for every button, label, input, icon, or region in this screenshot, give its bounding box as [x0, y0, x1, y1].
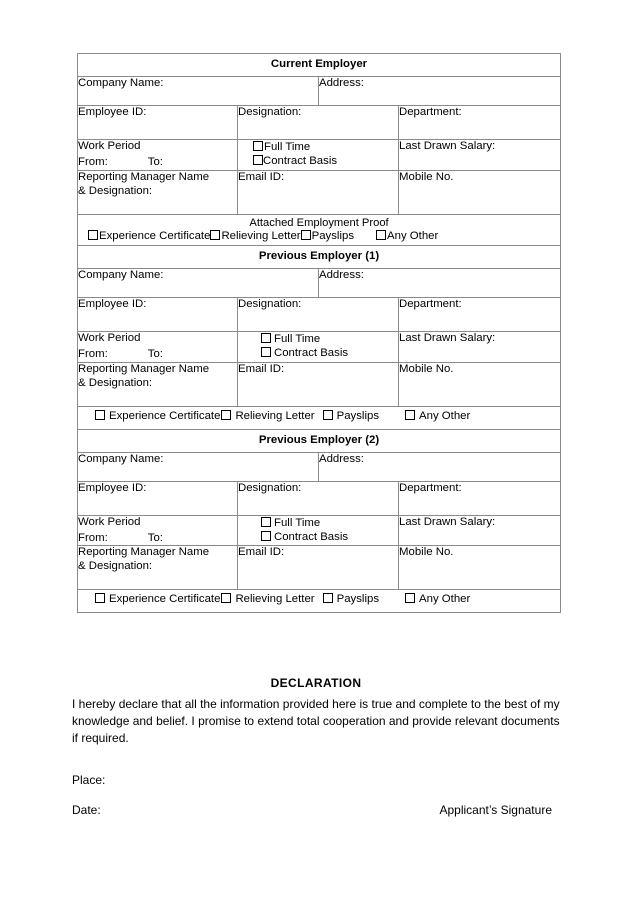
- checkbox-icon[interactable]: [221, 593, 231, 603]
- contract-basis-option[interactable]: [261, 346, 398, 360]
- relieving-letter-option[interactable]: [221, 593, 314, 607]
- employment-type-cell: [238, 331, 399, 362]
- reporting-manager-cell[interactable]: [78, 362, 238, 406]
- declaration-section: [72, 676, 560, 817]
- full-time-option[interactable]: [253, 140, 398, 154]
- department-cell[interactable]: [399, 297, 561, 331]
- section-title-current: Current Employer: [78, 54, 561, 77]
- reporting-manager-label-line2: & Designation:: [78, 184, 153, 197]
- employment-type-cell: [238, 140, 399, 171]
- relieving-letter-label: Relieving Letter: [235, 409, 315, 422]
- date-signature-row: [72, 803, 560, 817]
- address-cell[interactable]: [319, 77, 561, 106]
- experience-certificate-label: Experience Certificate: [99, 230, 211, 243]
- work-period-label: Work Period: [78, 331, 141, 344]
- experience-certificate-option[interactable]: [95, 410, 220, 424]
- section-header-row: [78, 54, 561, 77]
- checkbox-icon[interactable]: [95, 410, 105, 420]
- work-period-from-label: From:: [78, 531, 108, 544]
- company-name-label: Company Name:: [78, 452, 164, 465]
- full-time-label: Full Time: [274, 332, 321, 345]
- address-cell[interactable]: [319, 268, 561, 297]
- reporting-manager-label-line1: Reporting Manager Name: [78, 170, 210, 183]
- contract-basis-label: Contract Basis: [274, 530, 349, 543]
- company-row: [78, 77, 561, 106]
- any-other-label: Any Other: [419, 593, 471, 606]
- employee-id-label: Employee ID:: [78, 106, 147, 118]
- payslips-option[interactable]: [323, 593, 379, 607]
- email-id-label: Email ID:: [238, 170, 285, 183]
- mobile-no-cell[interactable]: [399, 170, 561, 214]
- employee-id-cell[interactable]: [78, 106, 238, 140]
- manager-row: [78, 170, 561, 214]
- checkbox-icon[interactable]: [88, 230, 98, 240]
- manager-row: [78, 546, 561, 590]
- employment-history-table: [77, 53, 561, 613]
- work-period-from-label: From:: [78, 347, 108, 360]
- company-row: [78, 268, 561, 297]
- designation-cell[interactable]: [238, 297, 399, 331]
- contract-basis-option[interactable]: [261, 530, 398, 544]
- experience-certificate-option[interactable]: [88, 230, 210, 244]
- checkbox-icon[interactable]: [405, 410, 415, 420]
- employee-id-label: Employee ID:: [78, 297, 147, 310]
- payslips-option[interactable]: [301, 230, 354, 244]
- attached-proof-caption: Attached Employment Proof: [249, 216, 389, 229]
- reporting-manager-label-line2: & Designation:: [78, 560, 153, 573]
- work-period-cell[interactable]: [78, 331, 238, 362]
- employment-type-cell: [238, 515, 399, 546]
- employee-id-label: Employee ID:: [78, 481, 147, 494]
- reporting-manager-cell[interactable]: [78, 170, 238, 214]
- company-name-label: Company Name:: [78, 268, 164, 281]
- mobile-no-label: Mobile No.: [399, 362, 454, 375]
- any-other-option[interactable]: [376, 230, 438, 244]
- checkbox-icon[interactable]: [221, 410, 231, 420]
- full-time-option[interactable]: [261, 516, 398, 530]
- checkbox-icon[interactable]: [261, 517, 271, 527]
- last-drawn-salary-cell[interactable]: [399, 140, 561, 171]
- reporting-manager-label-line1: Reporting Manager Name: [78, 546, 210, 559]
- work-period-to-label: To:: [147, 155, 163, 168]
- employee-id-row: [78, 106, 561, 140]
- contract-basis-label: Contract Basis: [274, 347, 349, 360]
- experience-certificate-option[interactable]: [95, 593, 220, 607]
- work-period-to-label: To:: [147, 347, 163, 360]
- email-id-label: Email ID:: [238, 362, 285, 375]
- work-period-row: [78, 140, 561, 171]
- proof-row: [78, 590, 561, 613]
- employee-id-cell[interactable]: [78, 297, 238, 331]
- department-cell[interactable]: [399, 481, 561, 515]
- employee-id-row: [78, 297, 561, 331]
- relieving-letter-label: Relieving Letter: [235, 593, 315, 606]
- reporting-manager-label-line2: & Designation:: [78, 376, 153, 389]
- checkbox-icon[interactable]: [210, 230, 220, 240]
- attached-proof-cell: [78, 406, 561, 429]
- full-time-label: Full Time: [274, 516, 321, 529]
- attached-proof-cell: [78, 590, 561, 613]
- payslips-label: Payslips: [336, 593, 380, 606]
- payslips-option[interactable]: [323, 410, 379, 424]
- last-drawn-salary-cell[interactable]: [399, 515, 561, 546]
- applicant-signature-label: Applicant’s Signature: [439, 803, 552, 818]
- department-label: Department:: [399, 297, 462, 310]
- email-id-cell[interactable]: [238, 546, 399, 590]
- work-period-from-label: From:: [78, 155, 108, 168]
- any-other-label: Any Other: [387, 230, 439, 243]
- attached-proof-cell: [78, 214, 561, 245]
- work-period-row: [78, 331, 561, 362]
- checkbox-icon[interactable]: [376, 230, 386, 240]
- date-field[interactable]: Date:: [72, 803, 101, 818]
- work-period-to-label: To:: [147, 531, 163, 544]
- contract-basis-option[interactable]: [253, 154, 398, 168]
- work-period-row: [78, 515, 561, 546]
- checkbox-icon[interactable]: [253, 155, 263, 165]
- email-id-label: Email ID:: [238, 546, 285, 559]
- last-drawn-salary-label: Last Drawn Salary:: [399, 515, 496, 528]
- checkbox-icon[interactable]: [261, 347, 271, 357]
- designation-cell[interactable]: [238, 481, 399, 515]
- designation-label: Designation:: [238, 106, 302, 118]
- checkbox-icon[interactable]: [323, 410, 333, 420]
- experience-certificate-label: Experience Certificate: [109, 409, 221, 422]
- last-drawn-salary-cell[interactable]: [399, 331, 561, 362]
- any-other-option[interactable]: [405, 593, 470, 607]
- department-cell[interactable]: [399, 106, 561, 140]
- any-other-option[interactable]: [405, 410, 470, 424]
- checkbox-icon[interactable]: [261, 333, 271, 343]
- section-title-previous1: Previous Employer (1): [78, 245, 561, 268]
- declaration-body: I hereby declare that all the information provided here is true and complete to the best of my knowledge and belief. I promise to extend total cooperation and provide relevant documents if required.: [72, 697, 560, 746]
- address-label: Address:: [319, 268, 364, 281]
- any-other-label: Any Other: [419, 409, 471, 422]
- address-label: Address:: [319, 77, 364, 89]
- mobile-no-label: Mobile No.: [399, 170, 454, 183]
- checkbox-icon[interactable]: [301, 230, 311, 240]
- department-label: Department:: [399, 106, 462, 118]
- declaration-title: DECLARATION: [270, 676, 362, 690]
- employee-id-row: [78, 481, 561, 515]
- department-label: Department:: [399, 481, 462, 494]
- company-name-label: Company Name:: [78, 77, 164, 89]
- contract-basis-label: Contract Basis: [263, 155, 338, 168]
- work-period-cell[interactable]: [78, 515, 238, 546]
- email-id-cell[interactable]: [238, 362, 399, 406]
- section-title-previous2: Previous Employer (2): [78, 429, 561, 452]
- full-time-option[interactable]: [261, 332, 398, 346]
- checkbox-icon[interactable]: [323, 593, 333, 603]
- relieving-letter-label: Relieving Letter: [221, 230, 301, 243]
- section-header-row: [78, 429, 561, 452]
- proof-row: [78, 406, 561, 429]
- relieving-letter-option[interactable]: [210, 230, 300, 244]
- email-id-cell[interactable]: [238, 170, 399, 214]
- reporting-manager-label-line1: Reporting Manager Name: [78, 362, 210, 375]
- last-drawn-salary-label: Last Drawn Salary:: [399, 140, 496, 152]
- place-field[interactable]: [72, 773, 560, 787]
- relieving-letter-option[interactable]: [221, 410, 314, 424]
- company-name-cell[interactable]: [78, 452, 319, 481]
- checkbox-icon[interactable]: [405, 593, 415, 603]
- checkbox-icon[interactable]: [261, 531, 271, 541]
- checkbox-icon[interactable]: [95, 593, 105, 603]
- manager-row: [78, 362, 561, 406]
- designation-label: Designation:: [238, 297, 302, 310]
- designation-cell[interactable]: [238, 106, 399, 140]
- address-label: Address:: [319, 452, 364, 465]
- proof-row: [78, 214, 561, 245]
- last-drawn-salary-label: Last Drawn Salary:: [399, 331, 496, 344]
- designation-label: Designation:: [238, 481, 302, 494]
- company-name-cell[interactable]: [78, 268, 319, 297]
- mobile-no-cell[interactable]: [399, 362, 561, 406]
- company-row: [78, 452, 561, 481]
- mobile-no-cell[interactable]: [399, 546, 561, 590]
- address-cell[interactable]: [319, 452, 561, 481]
- experience-certificate-label: Experience Certificate: [109, 593, 221, 606]
- employee-id-cell[interactable]: [78, 481, 238, 515]
- work-period-label: Work Period: [78, 140, 141, 152]
- work-period-cell[interactable]: [78, 140, 238, 171]
- place-label: Place:: [72, 773, 106, 788]
- mobile-no-label: Mobile No.: [399, 546, 454, 559]
- full-time-label: Full Time: [264, 141, 311, 153]
- work-period-label: Work Period: [78, 515, 141, 528]
- payslips-label: Payslips: [336, 409, 380, 422]
- reporting-manager-cell[interactable]: [78, 546, 238, 590]
- payslips-label: Payslips: [311, 230, 355, 243]
- section-header-row: [78, 245, 561, 268]
- company-name-cell[interactable]: [78, 77, 319, 106]
- checkbox-icon[interactable]: [253, 141, 263, 151]
